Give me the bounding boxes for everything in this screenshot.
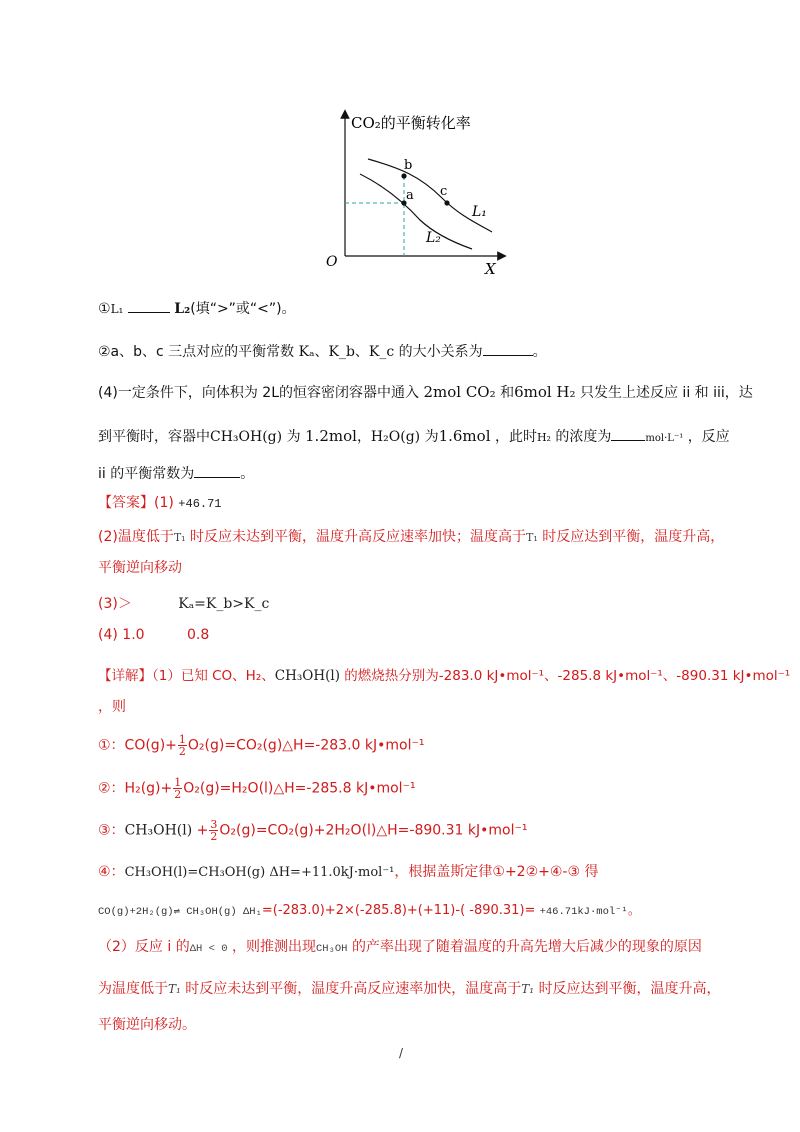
answer-1-label: (1) <box>154 495 174 511</box>
e3-num: 3 <box>210 818 218 831</box>
point-c-label: c <box>440 184 448 199</box>
q2-prefix: ②a、b、c 三点对应的平衡常数 <box>98 344 295 360</box>
e3-ch3oh: CH₃OH(l) <box>124 822 193 839</box>
e4-eq: CH₃OH(l)=CH₃OH(g) ΔH=+11.0kJ·mol⁻¹ <box>124 865 395 880</box>
q1-suffix: (填“>”或“<”)。 <box>190 301 296 317</box>
answer-4 <box>98 627 740 643</box>
q2-kb: K_b <box>328 344 355 360</box>
question-4-line-3 <box>98 463 740 483</box>
p3-c: 时反应达到平衡，温度升高， <box>538 981 721 997</box>
answer-3 <box>98 593 740 613</box>
p3-t1b: T₁ <box>521 982 535 996</box>
q1-blank <box>128 312 170 313</box>
answer-4-a: (4) 1.0 <box>98 627 145 643</box>
q2-ka: Kₐ <box>298 344 315 360</box>
e3-fraction <box>209 819 218 842</box>
question-2 <box>98 341 740 361</box>
q4-text-b: 只发生上述反应 ii 和 iii，达 <box>579 385 753 401</box>
p2-a: （2）反应 i 的 <box>98 939 190 955</box>
q4-v1: 1.2mol <box>305 427 357 445</box>
e1-den: 2 <box>178 745 186 758</box>
q2-sep2: 、 <box>354 344 369 360</box>
q4-blank-2 <box>194 477 240 478</box>
q4-l2-a: 到平衡时，容器中 <box>98 429 210 445</box>
q4-wei: 为 <box>286 429 301 445</box>
question-4-line-2 <box>98 426 740 446</box>
answer-2-c: 时反应达到平衡，温度升高， <box>542 529 725 545</box>
equation-3 <box>98 819 740 842</box>
curve-l2 <box>360 174 472 249</box>
e5-eq: CO(g)+2H₂(g)⇌ CH₃OH(g) ΔH₁ <box>98 906 262 918</box>
curve-l2-label: L₂ <box>426 230 441 246</box>
e3-b: O₂(g)=CO₂(g)+2H₂O(l)△H=-890.31 kJ•mol⁻¹ <box>219 822 528 839</box>
q4-v2: 1.6mol <box>438 427 491 445</box>
y-axis-label: CO₂的平衡转化率 <box>351 114 471 132</box>
e1-num: 1 <box>178 733 186 746</box>
q4-and: 和 <box>500 385 515 401</box>
q1-l1: L₁ <box>110 302 124 316</box>
co2-conversion-figure <box>320 106 510 278</box>
curve-l1-label: L₁ <box>472 204 487 220</box>
answer-2-a: (2)温度低于 <box>98 529 174 545</box>
point-b <box>401 173 406 178</box>
question-1 <box>98 298 740 318</box>
e2-b: O₂(g)=H₂O(l)△H=-285.8 kJ•mol⁻¹ <box>183 780 416 797</box>
answer-2-line-1 <box>98 526 740 546</box>
equation-1 <box>98 734 740 757</box>
q4-wei2: 为 <box>424 429 439 445</box>
equation-5 <box>98 899 740 918</box>
p2-b: ，则推测出现 <box>231 939 316 955</box>
q4-blank-1 <box>611 440 645 441</box>
q4-h2o: ，H₂O(g) <box>356 429 421 445</box>
question-4-line-1 <box>98 382 753 402</box>
answer-3-label: (3)＞ <box>98 596 132 612</box>
e1-b: O₂(g)=CO₂(g)△H=-283.0 kJ•mol⁻¹ <box>187 737 425 754</box>
q1-prefix: ① <box>98 301 111 317</box>
answer-tag: 【答案】 <box>98 495 154 511</box>
detail-l1-a: （1）已知 CO、H₂、 <box>152 668 275 684</box>
q4-co2: 2mol CO₂ <box>423 383 496 401</box>
p3-b: 时反应未达到平衡，温度升高反应速率加快，温度高于 <box>185 981 522 997</box>
detail-part-2-line-2 <box>98 978 740 998</box>
detail-part-2-line-3: 平衡逆向移动。 <box>98 1017 196 1033</box>
q2-blank <box>483 355 533 356</box>
e2-den: 2 <box>174 788 182 801</box>
e5-calc: =(-283.0)+2×(-285.8)+(+11)-( -890.31)= <box>261 903 536 918</box>
page-number: / <box>399 1046 404 1060</box>
detail-tag: 【详解】 <box>98 668 152 684</box>
e5-val: +46.71kJ·mol⁻¹ <box>539 906 628 918</box>
e1-fraction <box>178 734 187 757</box>
e2-a: ②：H₂(g)+ <box>98 780 173 797</box>
e4-b: ，根据盖斯定律①+2②+④-③ 得 <box>394 864 599 880</box>
q1-l2: L₂ <box>174 301 191 317</box>
e2-num: 1 <box>174 776 182 789</box>
answer-2-t1b: T₁ <box>526 531 538 544</box>
q4-l2-c: 的浓度为 <box>555 429 612 445</box>
p2-dh: ΔH < 0 <box>189 943 228 955</box>
e3-a: ③： <box>98 822 125 839</box>
answer-4-b: 0.8 <box>187 627 210 643</box>
p3-a: 为温度低于 <box>98 981 168 997</box>
point-a-label: a <box>406 188 414 203</box>
answer-3-value: Kₐ=K_b>K_c <box>178 596 270 612</box>
detail-part-2-line-1 <box>98 936 740 956</box>
q4-ch3oh: CH₃OH(g) <box>210 429 283 445</box>
e3-den: 2 <box>210 830 218 843</box>
q2-suffix: 的大小关系为 <box>398 344 483 360</box>
e5-end: 。 <box>627 903 641 918</box>
q4-text-a: (4)一定条件下，向体积为 2L的恒容密闭容器中通入 <box>98 385 419 401</box>
q2-sep1: 、 <box>314 344 329 360</box>
p2-ch3oh: CH₃OH <box>315 943 348 955</box>
q4-l2-d: ，反应 <box>687 429 730 445</box>
point-b-label: b <box>404 158 413 173</box>
origin-label: O <box>326 254 338 270</box>
e3-plus: + <box>196 822 209 839</box>
detail-l1-ch3oh: CH₃OH(l) <box>274 668 340 684</box>
p2-c: 的产率出现了随着温度的升高先增大后减少的现象的原因 <box>351 939 702 955</box>
answer-2-line-2: 平衡逆向移动 <box>98 560 182 576</box>
curve-l1 <box>368 159 492 232</box>
detail-line-2: ，则 <box>98 699 126 715</box>
e4-a: ④： <box>98 864 125 880</box>
q4-l2-h2: H₂ <box>536 431 551 444</box>
detail-l1-b: 的燃烧热分别为-283.0 kJ•mol⁻¹、-285.8 kJ•mol⁻¹、-890.31 kJ•mol⁻¹ <box>344 668 791 684</box>
answer-1 <box>98 492 740 512</box>
detail-line-1 <box>98 664 791 684</box>
point-c <box>444 200 449 205</box>
q4-l3-end: 。 <box>240 466 255 482</box>
q2-kc: K_c <box>368 344 395 360</box>
p3-t1: T₁ <box>168 982 181 996</box>
q2-end: 。 <box>532 344 547 360</box>
equation-2 <box>98 777 740 800</box>
q4-h2: 6mol H₂ <box>514 383 576 401</box>
q4-l2-b: ，此时 <box>494 429 537 445</box>
x-axis-label: X <box>485 260 496 278</box>
q4-unit: mol·L⁻¹ <box>645 433 684 444</box>
q4-l3-a: ii 的平衡常数为 <box>98 466 195 482</box>
equation-4 <box>98 861 740 881</box>
answer-2-t1: T₁ <box>173 531 186 544</box>
answer-2-b: 时反应未达到平衡，温度升高反应速率加快；温度高于 <box>190 529 527 545</box>
e2-fraction <box>173 777 182 800</box>
answer-1-value: +46.71 <box>178 497 222 511</box>
e1-a: ①：CO(g)+ <box>98 737 177 754</box>
